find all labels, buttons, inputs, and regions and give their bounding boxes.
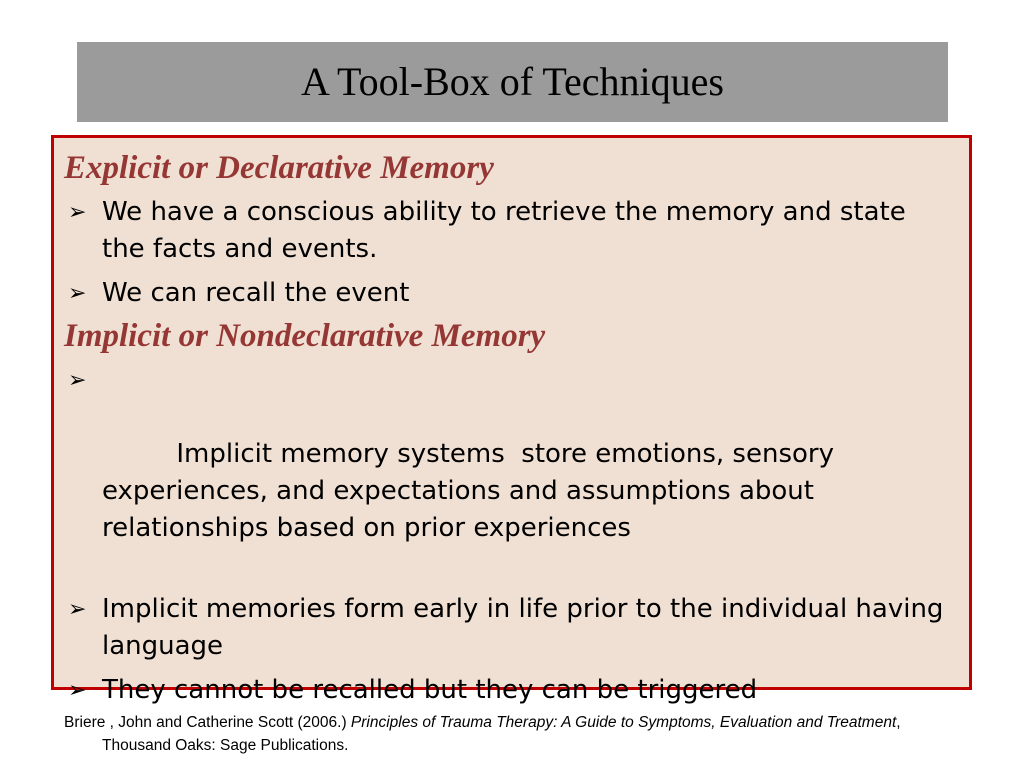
section-heading-explicit: Explicit or Declarative Memory <box>64 150 494 186</box>
citation <box>64 711 955 757</box>
citation-separator: , <box>896 714 901 731</box>
bullet-text: We can recall the event <box>102 278 410 308</box>
bullet-list-implicit <box>64 362 955 709</box>
arrowhead-bullet-icon: ➢ <box>68 368 87 393</box>
citation-authors: Briere , John and Catherine Scott (2006.) <box>64 714 351 731</box>
bullet-item <box>64 275 955 312</box>
slide-title: A Tool-Box of Techniques <box>301 59 724 104</box>
section-heading-implicit: Implicit or Nondeclarative Memory <box>64 318 546 354</box>
bullet-text: They cannot be recalled but they can be triggered <box>102 675 758 705</box>
arrowhead-bullet-icon: ➢ <box>68 281 87 306</box>
arrowhead-bullet-icon: ➢ <box>68 200 87 225</box>
title-bar <box>77 42 948 122</box>
bullet-item <box>64 672 955 709</box>
bullet-item <box>64 194 955 268</box>
content-box <box>51 135 972 754</box>
bullet-text: Implicit memory systems store emotions, sensory experiences, and expectations and assumptions about relationships based on prior experiences <box>102 439 843 543</box>
bullet-item <box>64 362 955 584</box>
bullet-item <box>64 591 955 665</box>
bullet-list-explicit <box>64 194 955 312</box>
bullet-text: Implicit memories form early in life prior to the individual having language <box>102 594 944 661</box>
arrowhead-bullet-icon: ➢ <box>68 678 87 703</box>
citation-publisher: Thousand Oaks: Sage Publications. <box>102 737 349 754</box>
arrowhead-bullet-icon: ➢ <box>68 597 87 622</box>
citation-work: Principles of Trauma Therapy: A Guide to Symptoms, Evaluation and Treatment <box>350 714 897 731</box>
bullet-text: We have a conscious ability to retrieve the memory and state the facts and events. <box>102 197 906 264</box>
